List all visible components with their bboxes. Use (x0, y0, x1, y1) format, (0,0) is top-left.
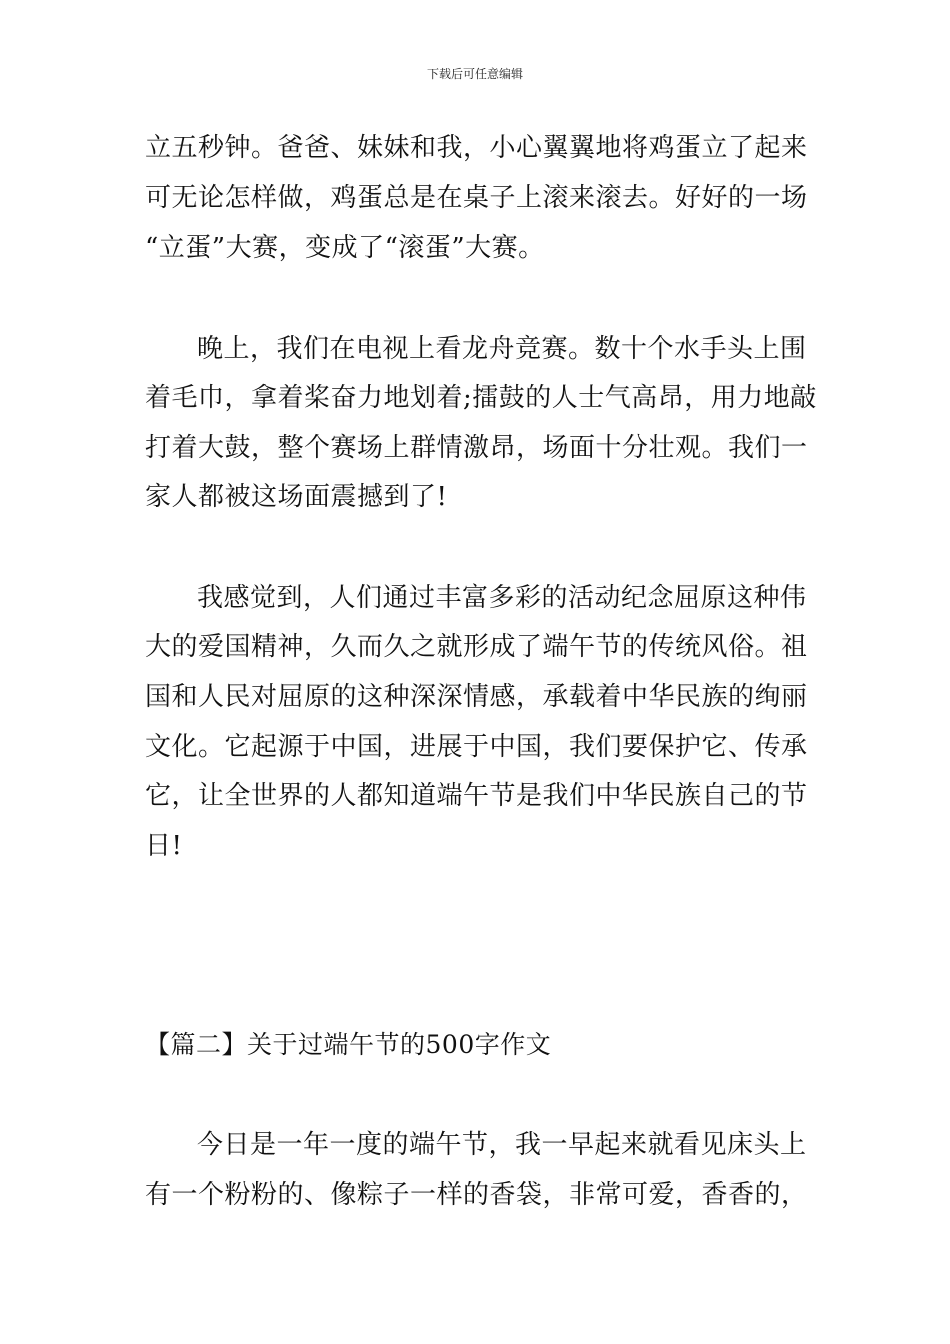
paragraph-line: 它，让全世界的人都知道端午节是我们中华民族自己的节 (145, 781, 808, 811)
paragraph-line: 文化。它起源于中国，进展于中国，我们要保护它、传承 (145, 732, 808, 762)
paragraph-line: 家人都被这场面震撼到了! (145, 482, 448, 512)
paragraph-line: 可无论怎样做，鸡蛋总是在桌子上滚来滚去。好好的一场 (145, 183, 808, 213)
paragraph-line: 有一个粉粉的、像粽子一样的香袋，非常可爱，香香的， (145, 1180, 808, 1210)
paragraph-line: 打着大鼓，整个赛场上群情激昂，场面十分壮观。我们一 (145, 433, 808, 463)
section-heading: 【篇二】关于过端午节的500字作文 (145, 1030, 552, 1059)
paragraph-line: 着毛巾，拿着桨奋力地划着;擂鼓的人士气高昂，用力地敲 (145, 383, 817, 413)
paragraph-line: 晚上，我们在电视上看龙舟竞赛。数十个水手头上围 (197, 334, 807, 364)
paragraph-line: “立蛋”大赛，变成了“滚蛋”大赛。 (145, 233, 545, 263)
paragraph-line: 今日是一年一度的端午节，我一早起来就看见床头上 (197, 1130, 807, 1160)
paragraph-line: 我感觉到，人们通过丰富多彩的活动纪念屈原这种伟 (197, 583, 807, 613)
paragraph-line: 立五秒钟。爸爸、妹妹和我，小心翼翼地将鸡蛋立了起来 (145, 133, 808, 163)
paragraph-line: 大的爱国精神，久而久之就形成了端午节的传统风俗。祖 (145, 632, 808, 662)
page-header: 下载后可任意编辑 (426, 67, 523, 81)
paragraph-line: 日! (145, 831, 183, 861)
paragraph-line: 国和人民对屈原的这种深深情感，承载着中华民族的绚丽 (145, 682, 808, 712)
